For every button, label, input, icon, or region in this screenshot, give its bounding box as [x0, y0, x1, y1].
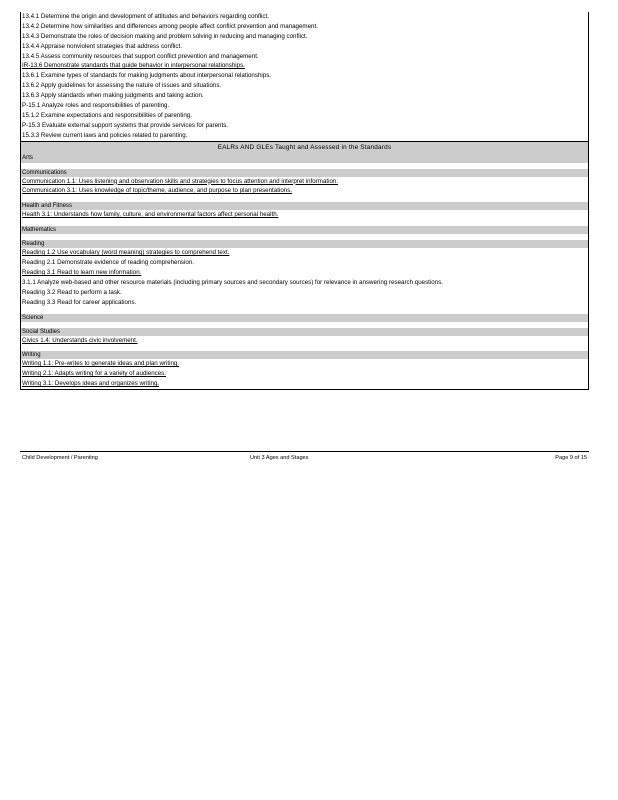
category-health-fitness: Health and Fitness [21, 202, 588, 210]
standard-line-underlined: Civics 1.4: Understands civic involvement. [22, 336, 138, 344]
standard-line-underlined: Communication 1.1: Uses listening and observation skills and strategies to focus attention and interpret information. [22, 177, 339, 185]
category-writing: Writing [21, 351, 588, 359]
standard-line-underlined: Writing 3.1: Develops ideas and organizes writing. [22, 380, 160, 388]
standard-line: 13.4.4 Appraise nonviolent strategies that address conflict. [22, 42, 182, 50]
category-social-studies: Social Studies [21, 328, 588, 336]
standard-line: 13.6.3 Apply standards when making judgments and taking action. [22, 92, 204, 100]
page-footer [20, 451, 589, 461]
top-standards-list [21, 12, 588, 141]
standard-line: Reading 3.2 Read to perform a task. [22, 288, 122, 296]
standard-line: 13.6.2 Apply guidelines for assessing the nature of issues and situations. [22, 82, 222, 90]
standard-line: P-15.3 Evaluate external support systems that provide services for parents. [22, 121, 229, 129]
standard-line: 15.3.3 Review current laws and policies related to parenting. [22, 131, 188, 139]
footer-course: Child Development / Parenting [22, 455, 98, 461]
standard-line: 13.4.2 Determine how similarities and differences among people affect conflict prevention and management. [22, 22, 318, 30]
footer-page-number: Page 9 of 15 [555, 455, 587, 461]
standard-line: Reading 3.3 Read for career applications. [22, 298, 137, 306]
standard-line-underlined: Communication 3.1: Uses knowledge of topic/theme, audience, and purpose to plan presentations. [22, 187, 293, 195]
category-communications: Communications [21, 169, 588, 177]
standards-frame [20, 12, 589, 390]
category-mathematics: Mathematics [21, 226, 588, 234]
standard-line-underlined: Writing 2.1: Adapts writing for a variety of audiences. [22, 370, 166, 378]
standard-line: 13.4.1 Determine the origin and development of attitudes and behaviors regarding conflict. [22, 13, 269, 20]
standard-line: 13.6.1 Examine types of standards for making judgments about interpersonal relationships. [22, 72, 272, 80]
arts-label: Arts [22, 153, 34, 161]
category-science: Science [21, 314, 588, 322]
standard-line: P-15.1 Analyze roles and responsibilities of parenting. [22, 102, 170, 110]
standard-line: 3.1.1 Analyze web-based and other resource materials (including primary sources and secondary sources) for relevance in answering research questions. [22, 278, 443, 286]
standard-line-underlined: Reading 1.2 Use vocabulary (word meaning) strategies to comprehend text. [22, 249, 230, 257]
standards-page [20, 12, 589, 390]
standard-line: 13.4.3 Demonstrate the roles of decision making and problem solving in reducing and managing conflict. [22, 32, 308, 40]
standard-line-underlined: Writing 1.1: Pre-writes to generate ideas and plan writing. [22, 360, 180, 368]
footer-unit: Unit 3 Ages and Stages [250, 455, 309, 461]
standard-line-underlined: Health 3.1: Understands how family, culture, and environmental factors affect personal health. [22, 211, 279, 219]
standard-line-underlined: Reading 3.1 Read to learn new information. [22, 269, 142, 277]
category-reading: Reading [21, 240, 588, 248]
standard-line-underlined: IR-13.6 Demonstrate standards that guide behavior in interpersonal relationships. [22, 62, 245, 70]
standard-line: Reading 2.1 Demonstrate evidence of reading comprehension. [22, 259, 194, 267]
standard-line: 15.1.2 Examine expectations and responsibilities of parenting. [22, 111, 192, 119]
ealrs-header-title: EALRs AND GLEs Taught and Assessed in the Standards [217, 143, 392, 151]
standard-line: 13.4.5 Assess community resources that support conflict prevention and management. [22, 52, 259, 60]
ealrs-header [21, 141, 588, 163]
